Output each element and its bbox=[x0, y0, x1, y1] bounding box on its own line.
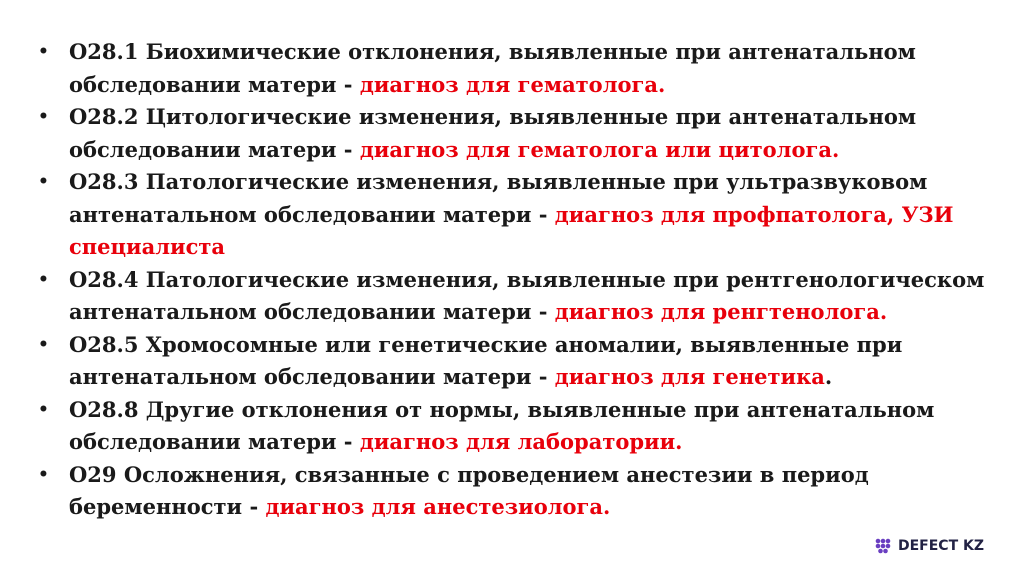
bullet-dot: • bbox=[38, 464, 49, 485]
item-diagnosis-text: диагноз для гематолога. bbox=[359, 71, 666, 97]
item-code-text: O28.8 Другие отклонения от нормы, выявленные при антенатальном обследовании матери - bbox=[69, 396, 935, 454]
item-code-text: O28.4 Патологические изменения, выявленные при рентгенологическом антенатальном обследовании матери - bbox=[69, 266, 985, 324]
bullet-dot: • bbox=[38, 399, 49, 420]
item-diagnosis-text: диагноз для профпатолога, УЗИ специалиста bbox=[69, 201, 954, 259]
bullet-dot: • bbox=[38, 334, 49, 355]
item-diagnosis-text: диагноз для лаборатории. bbox=[359, 429, 683, 454]
bullet-item-o28-2 bbox=[38, 101, 998, 166]
bullet-dot: • bbox=[38, 42, 49, 62]
item-code-text: O28.2 Цитологические изменения, выявленные при антенатальном обследовании матери - bbox=[69, 104, 917, 162]
bullet-item-o28-5 bbox=[38, 329, 998, 394]
bullet-dot: • bbox=[38, 269, 49, 290]
item-code-text: O28.1 Биохимические отклонения, выявленные при антенатальном обследовании матери - bbox=[69, 39, 916, 97]
item-tail-text: . bbox=[824, 364, 833, 389]
item-diagnosis-text: диагноз для анестезиолога. bbox=[265, 494, 611, 519]
bullet-dot: • bbox=[38, 172, 49, 192]
bullet-dot: • bbox=[38, 107, 49, 127]
brand-text: DEFECT KZ bbox=[897, 538, 984, 554]
bullet-item-o29 bbox=[38, 459, 998, 524]
item-diagnosis-text: диагноз для генетика bbox=[554, 364, 825, 389]
bullet-item-o28-1 bbox=[38, 36, 998, 101]
item-code-text: O28.5 Хромосомные или генетические аномалии, выявленные при антенатальном обследовании матери - bbox=[69, 331, 903, 389]
item-diagnosis-text: диагноз для ренгтенолога. bbox=[554, 299, 888, 324]
bullet-list bbox=[38, 36, 998, 524]
item-code-text: O29 Осложнения, связанные с проведением анестезии в период беременности - bbox=[69, 461, 869, 519]
bullet-item-o28-8 bbox=[38, 394, 998, 459]
grape-cluster-icon bbox=[874, 537, 892, 555]
item-code-text: O28.3 Патологические изменения, выявленные при ультразвуковом антенатальном обследовании матери - bbox=[69, 169, 928, 227]
bullet-item-o28-3 bbox=[38, 166, 998, 264]
item-diagnosis-text: диагноз для гематолога или цитолога. bbox=[359, 136, 840, 162]
bullet-item-o28-4 bbox=[38, 264, 998, 329]
brand-watermark[interactable] bbox=[874, 537, 984, 555]
